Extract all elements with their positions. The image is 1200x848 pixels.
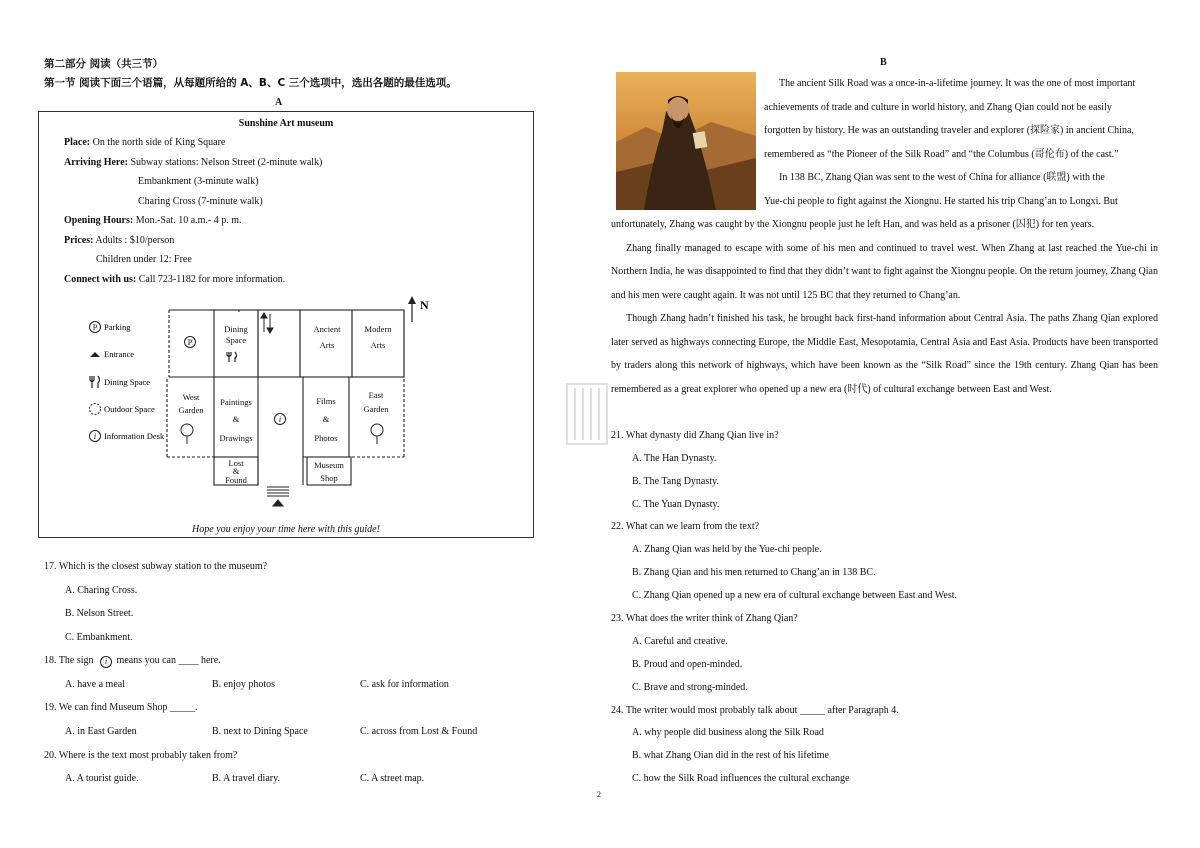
p1-line-3: forgotten by history. He was an outstanding traveler and explorer (探险家) in ancient China, [764,125,1134,136]
passage-b-p1 [764,72,1157,213]
outdoor-icon [90,404,101,415]
p1-line-4: remembered as “the Pioneer of the Silk Road” and “the Columbus (哥伦布) of the cast.” [764,148,1119,160]
q19-option-a[interactable]: A. in East Garden [65,726,137,737]
room-lost-3: Found [225,475,247,485]
north-label: N [420,298,429,312]
connect-label: Connect with us: [64,274,137,285]
room-lost-1: Lost [228,458,244,468]
map-legend [90,322,165,442]
q23-option-a[interactable]: A. Careful and creative. [632,636,728,647]
q17-option-a[interactable]: A. Charing Cross. [65,585,138,596]
arriving-line [64,157,322,169]
passage-b-p4: Though Zhang hadn’t finished his task, he brought back first-hand information about Central Asia. The paths Zhang Qian explored later served as highways connecting Europe, the Middle East, Mesopotamia, Central Asia and East Asia. Products have been transported by traders along this network of highways, which have been known as the “Silk Road” since the 19th century. Zhang Qian has been remembered as a great explorer who opened up a new era (时代) of cultural exchange between East and West. [611,313,1158,395]
q17-option-c[interactable]: C. Embankment. [65,632,133,643]
q21-stem: 21. What dynasty did Zhang Qian live in? [611,430,779,441]
svg-text:P: P [187,338,193,347]
q22-option-b[interactable]: B. Zhang Qian and his men returned to Chang’an in 138 BC. [632,567,876,578]
arriving-value: Subway stations: Nelson Street (2-minute walk) [127,157,323,168]
q23-stem: 23. What does the writer think of Zhang Qian? [611,613,798,624]
p1-line-1: The ancient Silk Road was a once-in-a-lifetime journey. It was the one of most important [779,78,1136,89]
q22-stem: 22. What can we learn from the text? [611,521,760,532]
hours-value: Mon.-Sat. 10 a.m.- 4 p. m. [133,215,242,226]
passage-b-body [611,213,1158,401]
page-number: 2 [597,790,601,799]
room-lost-2: & [232,466,240,476]
parking-map-icon [185,337,196,348]
passage-b-p3: Zhang finally managed to escape with some of his men and continued to travel west. When Zhang at last reached the Yue-chi in Northern India, he was disappointed to find that they didn’t want to fight against the Xiongnu people. On the return journey, Zhang Qian and his men were caught again. It was not until 125 BC that they returned to Chang’an. [611,242,1158,301]
svg-text:P: P [92,323,98,332]
entrance-icon [90,352,100,357]
q20-option-a[interactable]: A. A tourist guide. [65,773,139,784]
arriving-label: Arriving Here: [64,157,128,168]
p2-line-2: Yue-chi people to fight against the Xiongnu. He started his trip Chang’an to Longxi. But [764,195,1118,207]
q18-stem [44,655,221,668]
q20-stem: 20. Where is the text most probably taken from? [44,750,238,761]
legend-outdoor: Outdoor Space [104,404,155,414]
q23-option-b[interactable]: B. Proud and open-minded. [632,659,743,670]
p1-line-2: achievements of trade and culture in world history, and Zhang Qian could not be easily [764,101,1112,113]
q22-option-a[interactable]: A. Zhang Qian was held by the Yue-chi people. [632,544,822,555]
room-ancient-1: Ancient [313,324,341,334]
info-desk-map-icon [275,414,286,425]
place-line [64,137,225,149]
q22-option-c[interactable]: C. Zhang Qian opened up a new era of cultural exchange between East and West. [632,590,957,601]
q18-option-c[interactable]: C. ask for information [360,679,449,690]
place-value: On the north side of King Square [90,137,226,148]
p2-line-1: In 138 BC, Zhang Qian was sent to the west of China for alliance (联盟) with the [779,172,1105,183]
room-west-2: Garden [178,405,204,415]
north-arrow-icon [408,296,416,322]
room-films-3: Photos [314,433,338,443]
svg-text:i: i [93,432,97,441]
q19-option-c[interactable]: C. across from Lost & Found [360,726,478,737]
arriving-charing-cross: Charing Cross (7-minute walk) [138,196,263,207]
q17-option-b[interactable]: B. Nelson Street. [65,608,134,619]
q24-option-c[interactable]: C. how the Silk Road influences the cultural exchange [632,773,850,784]
museum-title: Sunshine Art museum [238,118,334,129]
room-east-1: East [368,390,384,400]
room-paint-1: Paintings [220,397,252,407]
room-dining-2: Space [225,335,247,345]
q18-stem-pre: 18. The sign [44,655,94,666]
entrance-stairs [267,487,289,506]
hours-line [64,215,242,227]
connect-line [64,274,285,286]
passage-a-letter: A [275,97,283,108]
zhang-qian-illustration [616,72,756,210]
room-shop-2: Shop [320,473,338,483]
tree-icon-east [371,424,383,444]
room-films-2: & [322,414,330,424]
legend-entrance: Entrance [104,349,135,359]
q18-info-icon: i [100,656,112,668]
q21-option-c[interactable]: C. The Yuan Dynasty. [632,499,720,510]
place-label: Place: [64,137,91,148]
arriving-embankment: Embankment (3-minute walk) [138,176,259,187]
q21-option-a[interactable]: A. The Han Dynasty. [632,453,717,464]
guide-footer: Hope you enjoy your time here with this guide! [192,524,380,535]
info-icon [90,431,101,442]
section-heading: 第二部分 阅读（共三节） [44,58,164,70]
q19-option-b[interactable]: B. next to Dining Space [212,726,308,737]
legend-info: Information Desk [104,431,165,441]
room-films-1: Films [316,396,336,406]
prices-value: Adults : $10/person [93,235,175,246]
q23-option-c[interactable]: C. Brave and strong-minded. [632,682,748,693]
section-instruction: 第一节 阅读下面三个语篇，从每题所给的 A、B、C 三个选项中，选出各题的最佳选项。 [44,77,457,89]
q24-option-b[interactable]: B. what Zhang Oian did in the rest of his lifetime [632,750,829,761]
p2-rest: unfortunately, Zhang was caught by the Xiongnu people just he left Han, and was held as a prisoner (囚犯) for ten years. [611,219,1095,230]
tree-icon-west [181,424,193,444]
parking-icon [90,322,101,333]
room-west-1: West [182,392,200,402]
prices-line [64,235,174,247]
q20-option-b[interactable]: B. A travel diary. [212,773,280,784]
room-paint-3: Drawings [219,433,253,443]
legend-parking: Parking [104,322,131,332]
room-shop-1: Museum [314,460,344,470]
room-east-2: Garden [363,404,389,414]
legend-dining: Dining Space [104,377,151,387]
q17-stem: 17. Which is the closest subway station to the museum? [44,561,268,572]
hours-label: Opening Hours: [64,215,134,226]
passage-b-letter: B [880,57,887,68]
room-ancient-2: Arts [319,340,335,350]
q20-option-c[interactable]: C. A street map. [360,773,425,784]
q18-option-b[interactable]: B. enjoy photos [212,679,276,690]
prices-children: Children under 12: Free [96,254,192,265]
q18-option-a[interactable]: A. have a meal [65,679,125,690]
dining-icon [90,376,100,388]
q24-stem: 24. The writer would most probably talk about _____ after Paragraph 4. [611,705,899,716]
connect-value: Call 723-1182 for more information. [136,274,286,285]
museum-floor-map [79,292,469,510]
room-paint-2: & [232,414,240,424]
q18-stem-post: means you can ____ here. [116,655,221,666]
q19-stem: 19. We can find Museum Shop _____. [44,702,198,713]
svg-text:i: i [278,415,282,424]
room-modern-2: Arts [370,340,386,350]
prices-label: Prices: [64,235,94,246]
dining-map-icon [227,352,237,362]
q21-option-b[interactable]: B. The Tang Dynasty. [632,476,719,487]
q24-option-a[interactable]: A. why people did business along the Silk Road [632,727,824,738]
room-dining-1: Dining [224,324,248,334]
watermark-logo [563,378,611,464]
stairs-icon [261,313,273,333]
museum-guide-box [38,111,534,538]
room-modern-1: Modern [364,324,392,334]
